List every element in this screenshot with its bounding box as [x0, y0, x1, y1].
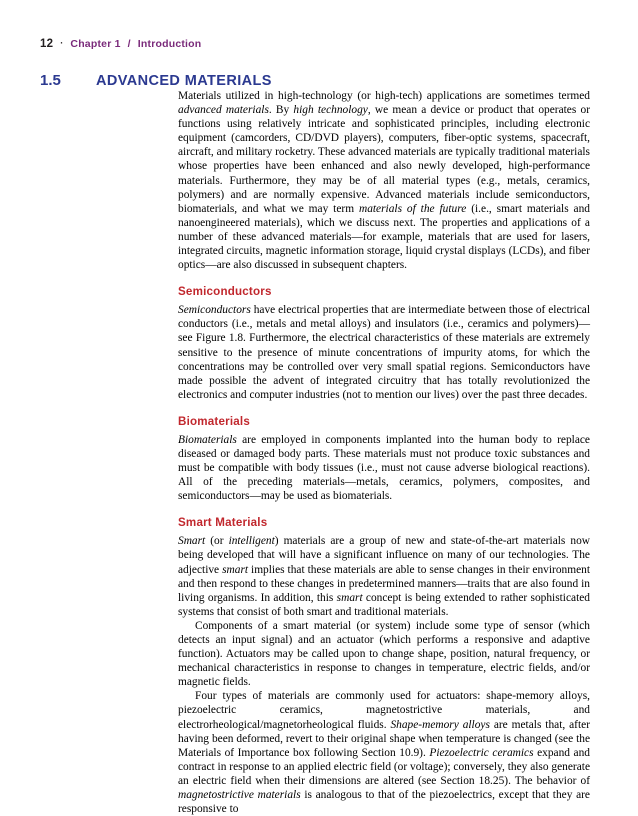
subheading-biomaterials: Biomaterials: [178, 414, 250, 428]
term-smart-2: smart: [222, 563, 249, 576]
term-smart: Smart: [178, 535, 206, 548]
subheading-semiconductors: Semiconductors: [178, 285, 272, 299]
biomaterials-paragraph: [178, 433, 590, 503]
smart-text-1: (or: [205, 535, 229, 548]
actuators-text-3: expand and contract in response to an applied electric field (or voltage); conversely, they also generate an electric field when their dimensions are altered (see Section 18.25). The behavior of: [178, 746, 590, 787]
body-column: [178, 89, 590, 816]
runhead-dot: ·: [60, 38, 64, 48]
smart-materials-paragraph-3: [178, 689, 590, 816]
term-smart-3: smart: [336, 591, 363, 604]
term-biomaterials: Biomaterials: [178, 433, 237, 446]
smart-materials-paragraph-1: [178, 534, 590, 619]
semiconductors-paragraph: [178, 303, 590, 402]
biomaterials-text: are employed in components implanted into the human body to replace diseased or damaged body parts. These materials must not produce toxic substances and must be compatible with body tissues (i.e., must not cause adverse biological reactions). All of the preceding materials—metals, ceramics, polymers, composites, and semiconductors—may be used as biomaterials.: [178, 433, 590, 503]
running-head: [40, 38, 590, 50]
intro-text-2: . By: [268, 104, 294, 117]
section-heading: [40, 72, 590, 89]
intro-text-1: Materials utilized in high-technology (or high-tech) applications are sometimes termed: [178, 90, 590, 102]
intro-text-4: (i.e., smart materials and nanoengineered materials), which we discuss next. The properties and applications of a number of these advanced materials—for example, materials that are used for lasers, integrated circuits, magnetic information storage, liquid crystal displays (LCDs), and fiber optics—are also discussed in subsequent chapters.: [178, 202, 590, 272]
actuators-text-1: Four types of materials are commonly used for actuators: shape-memory alloys, piezoelectric ceramics, magnetostrictive materials, and electrorheological/magnetorheological fluids.: [178, 690, 590, 731]
term-shape-memory-alloys: Shape-memory alloys: [390, 718, 490, 731]
section-title: ADVANCED MATERIALS: [96, 73, 272, 89]
actuators-text-4: is analogous to that of the piezoelectrics, except that they are responsive to: [178, 789, 590, 816]
semiconductors-text: have electrical properties that are intermediate between those of electrical conductors (i.e., metals and metal alloys) and insulators (i.e., ceramics and polymers)—see Figure 1.8. Furthermore, the electrical characteristics of these materials are extremely sensitive to the presence of minute concentrations of impurity atoms, for which the concentrations may be controlled over very small spatial regions. Semiconductors have made possible the advent of integrated circuitry that has totally revolutionized the electronics and computer industries (not to mention our lives) over the past three decades.: [178, 304, 590, 401]
page-number: 12: [40, 38, 54, 50]
term-semiconductors: Semiconductors: [178, 304, 251, 317]
runhead-chapter-title: Introduction: [137, 38, 202, 50]
intro-text-3: , we mean a device or product that operates or functions using relatively intricate and sophisticated principles, including electronic equipment (camcorders, CD/DVD players), computers, fiber-optic systems, spacecraft, aircraft, and military rocketry. These advanced materials are typically traditional materials whose properties have been enhanced and also newly developed, high-performance materials. Furthermore, they may be of all material types (e.g., metals, ceramics, polymers) and are normally expensive. Advanced materials include semiconductors, biomaterials, and what we may term: [178, 104, 590, 215]
smart-text-4: concept is being extended to rather sophisticated systems that consist of both smart and traditional materials.: [178, 591, 590, 618]
term-piezoelectric-ceramics: Piezoelectric ceramics: [429, 746, 534, 759]
term-high-technology: high technology: [293, 104, 368, 117]
smart-text-3: implies that these materials are able to sense changes in their environment and then respond to these changes in predetermined manners—traits that are also found in living organisms. In addition, this: [178, 563, 590, 604]
actuators-text-2: are metals that, after having been deformed, revert to their original shape when temperature is changed (see the Materials of Importance box following Section 10.9).: [178, 718, 590, 759]
runhead-separator: /: [127, 38, 131, 50]
term-advanced-materials: advanced materials: [178, 104, 269, 117]
runhead-chapter: Chapter 1: [70, 38, 121, 50]
smart-materials-paragraph-2: Components of a smart material (or system) include some type of sensor (which detects an input signal) and an actuator (which performs a responsive and adaptive function). Actuators may be called upon to change shape, position, natural frequency, or mechanical characteristics in response to changes in temperature, electric fields, and/or magnetic fields.: [178, 619, 590, 689]
section-number: 1.5: [40, 72, 61, 89]
term-intelligent: intelligent: [228, 535, 275, 548]
intro-paragraph: [178, 89, 590, 272]
smart-text-2: ) materials are a group of new and state-of-the-art materials now being developed that will have a significant influence on many of our technologies. The adjective: [178, 535, 591, 576]
subheading-smart-materials: Smart Materials: [178, 516, 268, 530]
term-materials-of-the-future: materials of the future: [358, 202, 467, 215]
term-magnetostrictive-materials: magnetostrictive materials: [178, 789, 301, 802]
